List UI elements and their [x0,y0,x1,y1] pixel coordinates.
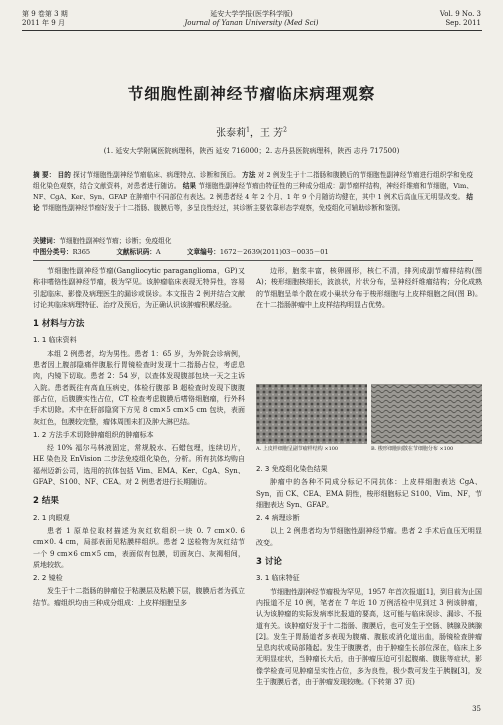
classification-line [33,247,329,257]
author-line [0,124,503,139]
abstract [33,170,473,214]
conclusion-label: 结论 [33,192,473,212]
figure [256,384,482,457]
section-2-1-heading: 2. 1 肉眼观 [33,513,70,522]
journal-name-cn: 延安大学学报(医学科学版) [210,10,293,18]
result-text: 节细胞性副神经节瘤由特征性的三种成分组成：副节瘤样结构，神经纤维瘤和节细胞，Vim、NF、CgA、Ker、Syn、GFAP 在肿瘤中不同部位有表达。2 例患者经 4 年 2 个月、1 年 9 个月随访均健在，其中 1 例术后高血压无明显改变。 [33,181,473,201]
journal-title [0,10,503,28]
author-separator: ， [249,128,260,139]
keywords: 节细胞性副神经节瘤；诊断；免疫组化 [59,237,172,245]
abstract-rule [33,260,473,261]
author-1-affil: 1 [246,126,250,134]
page-number: 35 [472,705,481,713]
objective-label: 目的 [57,171,71,179]
methods-paragraph: 经 10% 福尔马林液固定，常规脱水、石蜡包埋，连续切片，HE 染色及 EnVision 二步法免疫组化染色，分析。所有抗体均购自福州迈新公司，选用的抗体包括 Vim、EMA、Ker、CgA、Syn、GFAP、S100、NF、CEA。对 2 例患者进行长期随访。 [33,444,245,487]
microscopy-continued: 边形，胞浆丰富，核卵圆形，核仁不清，排列成副节瘤样结构(图 A)；梭形细胞核细长，波浪状，片状分布，呈神经纤维瘤结构；分化成熟的节细胞呈单个散在或小巢状分布于梭形细胞与上皮样细胞之间(图 B)。在十二指肠肿瘤中上皮样结构明显占优势。 [256,267,482,309]
right-column-bottom [256,462,482,688]
author-1: 张泰莉 [216,128,247,139]
author-2-affil: 2 [283,126,287,134]
journal-name-en: Journal of Yanan University (Med Sci) [184,19,319,27]
doc-code-value: A [155,248,161,256]
section-1-heading: 1 材料与方法 [33,319,85,330]
volume-issue: 第 9 卷第 3 期 [22,10,68,18]
result-label: 结果 [182,181,197,190]
doc-code-label: 文献标识码： [116,248,156,256]
section-1-2-heading: 1. 2 方法手术切除肿瘤组织的肿瘤标本 [33,430,154,439]
micrograph-a [256,384,367,444]
header-rule [22,30,482,31]
author-2: 王 芳 [259,128,284,139]
section-2-4-heading: 2. 4 病理诊断 [256,514,300,523]
keywords-label: 关键词： [33,237,60,245]
section-2-3-heading: 2. 3 免疫组化染色结果 [256,465,328,473]
ihc-paragraph: 肿瘤中的各种不同成分标记不同抗体：上皮样细胞表达 CgA、Syn，而 CK、CEA、EMA 阴性，梭形细胞标记 S100、Vim、NF，节细胞表达 Syn、GFAP。 [256,478,482,509]
clinical-data-paragraph: 本组 2 例患者，均为男性。患者 1：65 岁，为外院会诊病例，患者因上腹部隐痛伴腹胀行胃镜检查时发现十二指肠占位，考虑息肉，内镜下切取。患者 2：54 岁，以查体发现腹部包块一天之主诉入院。患者既往有高血压病史，体检行腹部 B 超检查时发现下腹腹部占位，后腹膜实性占位，CT 检查考虑腹膜后嗜铬细胞瘤，行外科手术切除。术中在肝部隐窝下方见 8 cm×5 cm×5 cm 包块，表面灰红色，包膜较完整，瘤体周围未扪及肿大淋巴结。 [33,349,245,426]
volume-en: Vol. 9 No. 3 [439,10,481,18]
journal-volume-en [440,10,481,28]
section-1-1-heading: 1. 1 临床资料 [33,336,77,345]
section-3-1-heading: 3. 1 临床特征 [256,574,300,583]
intro-paragraph: 节细胞性副神经节瘤(Gangliocytic paraganglioma，GP)又称非嗜铬性副神经节瘤，极为罕见。该肿瘤临床表现无特异性，容易引起临床、影像及病理医生的漏诊或误诊。本文报告 2 例并结合文献讨论其临床病理特征、治疗及预后，为正确认识该肿瘤积累经验。 [33,267,245,309]
micrograph-b [371,384,482,444]
discussion-paragraph: 节细胞性副神经节瘤极为罕见，1957 年首次报道[1]，到目前为止国内报道不足 10 例，笔者在 7 年近 10 万例活检中见到过 3 例该肿瘤，认为该肿瘤的实际发病率比报道的要高，这可能与临床误诊、漏诊、不报道有关。该肿瘤好发于十二指肠、腹膜后，也可发生于空肠、胰腺及胰腺[2]。发生于胃肠道者多表现为腹痛、腹胀或消化道出血，肠镜检查肿瘤呈息肉状或局部隆起。发生于腹膜者，由于肿瘤生长部位深在，临床上多无明显症状，当肿瘤长大后，由于肿瘤压迫可引起腹痛、腹胀等症状，影像学检查可见肿瘤呈实性占位，多为良性，极少数可发生于胰腺[3]，发生于腹膜后者，由于肿瘤发现较晚。(下转第 37 页) [256,587,482,687]
section-2-heading: 2 结果 [33,496,59,507]
clc-label: 中图分类号： [33,248,73,256]
gross-paragraph: 患者 1 原单位取材描述为灰红软组织一块 0. 7 cm×0. 6 cm×0. 4 cm，局部表面见粘膜样组织。患者 2 送检物为灰红结节一个 9 cm×6 cm×5 cm，表面似有包膜，切面灰白、灰褐相间，质地较软。 [33,526,245,569]
figure-caption-a: A. 上皮样细胞呈副节瘤样结构 ×100 [256,446,339,452]
microscopy-paragraph: 发生于十二指肠的肿瘤位于粘膜层及粘膜下层，腹膜后者为孤立结节。瘤组织均由三种成分组成：上皮样细胞呈多 [33,587,245,607]
diagnosis-paragraph: 以上 2 例患者均为节细胞性副神经节瘤。患者 2 手术后血压无明显改变。 [256,527,482,547]
objective-text: 探讨节细胞性副神经节瘤临床、病理特点、诊断和预后。 [73,171,240,179]
method-label: 方法 [242,171,256,179]
left-column [33,266,245,609]
publication-date: 2011 年 9 月 [22,19,65,27]
conclusion-text: 节细胞性副神经节瘤好发于十二指肠、腹膜后等，多呈良性经过，其诊断主要依靠形态学观察，免疫组化可辅助诊断和鉴别。 [41,203,405,212]
clc-value: R365 [72,248,91,256]
keywords-line [33,236,171,246]
figure-caption-b: B. 梭形细胞间散在节细胞分布 ×100 [371,446,454,452]
affiliation: (1. 延安大学附属医院病理科，陕西 延安 716000；2. 志丹县医院病理科，陕西 志丹 717500) [103,147,400,155]
section-3-heading: 3 讨论 [256,557,282,568]
micrograph-panels [256,384,482,444]
method-text: 对 2 例发生于十二指肠和腹膜后的节细胞性副神经节瘤进行组织学和免疫组化染色观察，结合文献资料，对患者进行随访。 [33,171,474,190]
section-2-2-heading: 2. 2 镜检 [33,574,63,583]
abstract-label: 摘 要： [33,171,56,179]
right-column-top [256,266,482,311]
article-no-value: 1672－2639(2011)03－0035－01 [219,248,329,256]
date-en: Sep. 2011 [445,19,481,27]
article-title: 节细胞性副神经节瘤临床病理观察 [127,85,376,103]
article-no-label: 文章编号： [186,248,220,256]
